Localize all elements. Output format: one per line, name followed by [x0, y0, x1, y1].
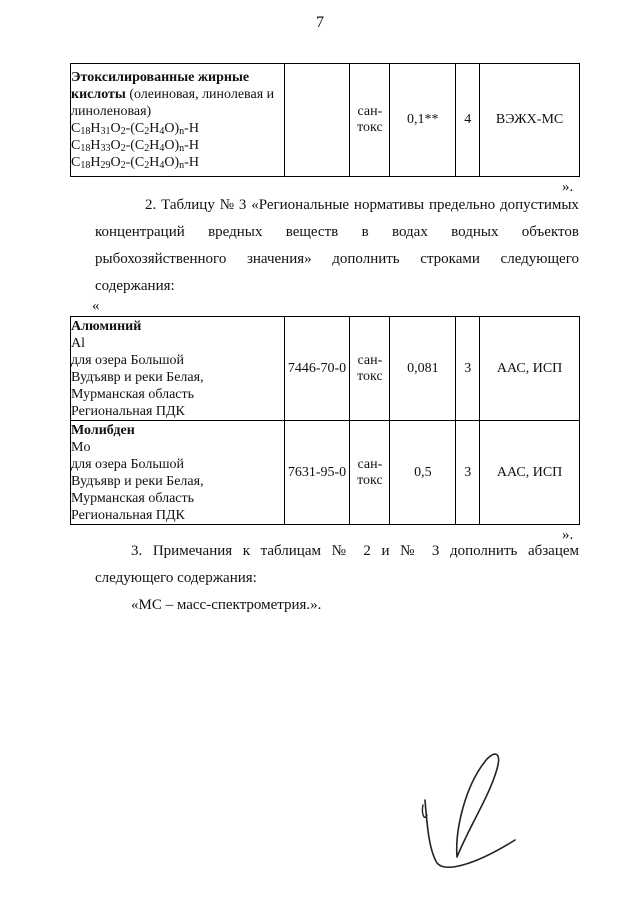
substance-name: Этоксилированные жирные кислоты	[71, 70, 250, 102]
paragraph-line: следующего содержания:	[95, 570, 257, 586]
table-row	[71, 64, 580, 177]
paragraph-2	[95, 192, 579, 300]
lpv-cell: сан- токс	[350, 421, 390, 525]
table-row	[71, 317, 580, 421]
table-1	[70, 63, 580, 177]
formula-2: $C_{18}H_{33}O_2-(C_2H_4O)_n-H$	[71, 138, 199, 154]
substance-name-cell	[71, 317, 285, 421]
substance-name-cell	[71, 64, 285, 177]
lpv-cell: сан- токс	[350, 64, 390, 177]
table-3-additions	[70, 316, 580, 525]
paragraph-3	[95, 538, 579, 619]
substance-desc: Региональная ПДК	[71, 507, 185, 523]
value-cell: 0,1**	[390, 64, 456, 177]
method-cell: ВЭЖХ-МС	[480, 64, 580, 177]
table-row	[71, 421, 580, 525]
method-cell: ААС, ИСП	[480, 317, 580, 421]
substance-name: Молибден	[71, 422, 135, 438]
hazard-class-cell: 3	[456, 421, 480, 525]
cas-cell: 7631-95-0	[284, 421, 350, 525]
paragraph-line: «МС – масс-спектрометрия.».	[131, 597, 322, 613]
substance-desc: Мурманская область	[71, 386, 195, 402]
formula-1: $C_{18}H_{31}O_2-(C_2H_4O)_n-H$	[71, 121, 199, 137]
paragraph-line: концентраций вредных веществ в водах водных объектов	[95, 224, 579, 240]
substance-symbol: Al	[71, 335, 85, 351]
paragraph-line: содержания:	[95, 278, 175, 294]
paragraph-line: рыбохозяйственного значения» дополнить строками следующего	[95, 251, 579, 267]
substance-name: Алюминий	[71, 318, 142, 334]
substance-desc: Вудъявр и реки Белая,	[71, 369, 204, 385]
method-cell: ААС, ИСП	[480, 421, 580, 525]
signature-image	[415, 745, 535, 875]
substance-desc: Мурманская область	[71, 490, 195, 506]
substance-desc: Региональная ПДК	[71, 403, 185, 419]
cas-cell	[284, 64, 350, 177]
value-cell: 0,081	[390, 317, 456, 421]
substance-desc: для озера Большой	[71, 352, 185, 368]
substance-name-cell	[71, 421, 285, 525]
substance-desc: для озера Большой	[71, 456, 185, 472]
lpv-cell: сан- токс	[350, 317, 390, 421]
paragraph-line: 2. Таблицу № 3 «Региональные нормативы предельно допустимых	[145, 197, 579, 213]
page-number: 7	[316, 14, 324, 31]
substance-desc: Вудъявр и реки Белая,	[71, 473, 204, 489]
substance-symbol: Mo	[71, 439, 91, 455]
formula-3: $C_{18}H_{29}O_2-(C_2H_4O)_n-H$	[71, 155, 199, 171]
paragraph-line: 3. Примечания к таблицам № 2 и № 3 дополнить абзацем	[131, 543, 579, 559]
value-cell: 0,5	[390, 421, 456, 525]
substance-name-detail: (олеиновая, линолевая и линоленовая)	[71, 87, 275, 119]
cas-cell: 7446-70-0	[284, 317, 350, 421]
opening-quote: «	[92, 298, 100, 314]
hazard-class-cell: 4	[456, 64, 480, 177]
closing-quote: ».	[562, 527, 574, 543]
hazard-class-cell: 3	[456, 317, 480, 421]
closing-quote: ».	[562, 179, 574, 195]
